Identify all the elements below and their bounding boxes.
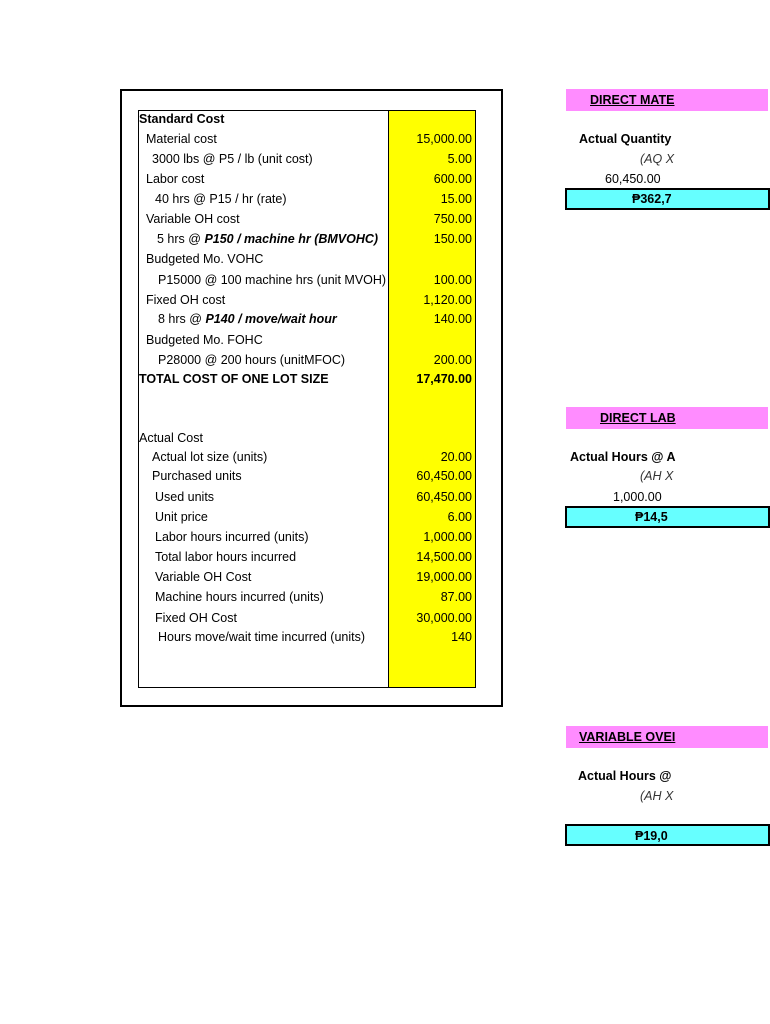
unit-price-value[interactable]: 6.00 <box>447 510 472 524</box>
labor-hours-incurred-value[interactable]: 1,000.00 <box>423 530 472 544</box>
variable-oh-actual-label: Variable OH Cost <box>155 570 252 584</box>
fohc-rate-value[interactable]: 140.00 <box>433 312 472 326</box>
unit-mfoc-value[interactable]: 200.00 <box>433 353 472 367</box>
variable-overhead-title: VARIABLE OVEI <box>579 730 676 744</box>
direct-materials-heading: Actual Quantity <box>579 132 672 146</box>
unit-mvoh-label: P15000 @ 100 machine hrs (unit MVOH) <box>158 273 387 287</box>
variance-text-column <box>560 0 676 1024</box>
direct-materials-total: ₱362,7 <box>632 192 672 206</box>
purchased-units-value[interactable]: 60,450.00 <box>416 469 472 483</box>
fohc-rate-emphasis: P140 / move/wait hour <box>205 312 337 326</box>
labor-hours-incurred-label: Labor hours incurred (units) <box>155 530 309 544</box>
direct-materials-number: 60,450.00 <box>605 172 661 186</box>
used-units-value[interactable]: 60,450.00 <box>416 490 472 504</box>
variable-oh-cost-value[interactable]: 750.00 <box>433 212 472 226</box>
fixed-oh-actual-label: Fixed OH Cost <box>155 611 237 625</box>
total-cost-label: TOTAL COST OF ONE LOT SIZE <box>139 372 329 386</box>
move-wait-hours-value[interactable]: 140 <box>451 630 472 644</box>
direct-labor-sub: (AH X <box>640 469 674 483</box>
actual-lot-size-value[interactable]: 20.00 <box>440 450 472 464</box>
material-unit-label: 3000 lbs @ P5 / lb (unit cost) <box>152 152 313 166</box>
labor-cost-label: Labor cost <box>146 172 205 186</box>
total-cost-value[interactable]: 17,470.00 <box>416 372 472 386</box>
variable-overhead-heading: Actual Hours @ <box>578 769 672 783</box>
budgeted-vohc-label: Budgeted Mo. VOHC <box>146 252 264 266</box>
actual-lot-size-label: Actual lot size (units) <box>152 450 268 464</box>
direct-materials-sub: (AQ X <box>640 152 675 166</box>
variable-overhead-total: ₱19,0 <box>635 829 668 843</box>
unit-mvoh-value[interactable]: 100.00 <box>433 273 472 287</box>
direct-labor-total: ₱14,5 <box>635 510 668 524</box>
fohc-rate-label <box>158 310 337 328</box>
actual-cost-heading: Actual Cost <box>139 431 203 445</box>
vohc-rate-prefix: 5 hrs @ <box>157 232 205 246</box>
move-wait-hours-label: Hours move/wait time incurred (units) <box>158 630 366 644</box>
standard-cost-heading: Standard Cost <box>139 112 225 126</box>
fixed-oh-actual-value[interactable]: 30,000.00 <box>416 611 472 625</box>
total-labor-hours-label: Total labor hours incurred <box>155 550 297 564</box>
direct-labor-number: 1,000.00 <box>613 490 662 504</box>
unit-price-label: Unit price <box>155 510 208 524</box>
budgeted-fohc-label: Budgeted Mo. FOHC <box>146 333 263 347</box>
purchased-units-label: Purchased units <box>152 469 242 483</box>
fixed-oh-cost-label: Fixed OH cost <box>146 293 226 307</box>
total-labor-hours-value[interactable]: 14,500.00 <box>416 550 472 564</box>
direct-materials-title: DIRECT MATE <box>590 93 675 107</box>
labor-rate-label: 40 hrs @ P15 / hr (rate) <box>155 192 287 206</box>
used-units-label: Used units <box>155 490 215 504</box>
fixed-oh-cost-value[interactable]: 1,120.00 <box>423 293 472 307</box>
material-cost-value[interactable]: 15,000.00 <box>416 132 472 146</box>
vohc-rate-value[interactable]: 150.00 <box>433 232 472 246</box>
machine-hours-label: Machine hours incurred (units) <box>155 590 324 604</box>
machine-hours-value[interactable]: 87.00 <box>440 590 472 604</box>
unit-mfoc-label: P28000 @ 200 hours (unitMFOC) <box>158 353 346 367</box>
material-cost-label: Material cost <box>146 132 217 146</box>
variable-overhead-sub: (AH X <box>640 789 674 803</box>
vohc-rate-label <box>157 230 378 248</box>
variable-oh-cost-label: Variable OH cost <box>146 212 240 226</box>
fohc-rate-prefix: 8 hrs @ <box>158 312 206 326</box>
direct-labor-heading: Actual Hours @ A <box>570 450 676 464</box>
direct-labor-title: DIRECT LAB <box>600 411 676 425</box>
labor-cost-value[interactable]: 600.00 <box>433 172 472 186</box>
variable-oh-actual-value[interactable]: 19,000.00 <box>416 570 472 584</box>
material-unit-value[interactable]: 5.00 <box>447 152 472 166</box>
labor-rate-value[interactable]: 15.00 <box>440 192 472 206</box>
vohc-rate-emphasis: P150 / machine hr (BMVOHC) <box>204 232 379 246</box>
